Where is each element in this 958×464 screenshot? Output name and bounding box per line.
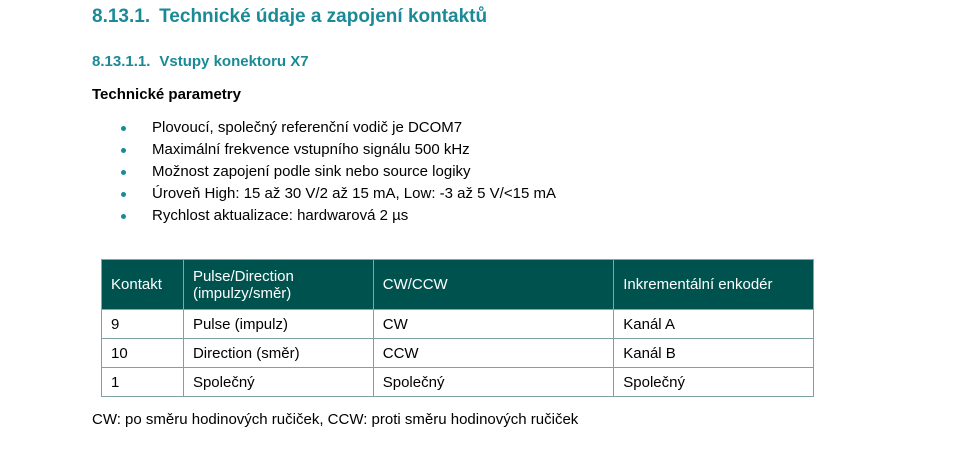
pin-table [101,259,814,397]
cell-pulse-direction: Direction (směr) [183,339,373,368]
cell-contact: 9 [102,310,184,339]
cell-pulse-direction: Společný [183,368,373,397]
table-row [102,339,814,368]
subsection-heading [92,53,309,70]
bullet-icon [121,148,126,153]
section-number: 8.13.1. [92,6,151,27]
cell-encoder: Společný [614,368,814,397]
table-row [102,310,814,339]
table-row [102,368,814,397]
list-item [0,161,556,183]
params-list [0,117,556,227]
header-pulse-direction [183,260,373,310]
list-item [0,205,556,227]
section-title: Technické údaje a zapojení kontaktů [159,6,488,27]
section-heading [92,6,487,28]
bullet-icon [121,214,126,219]
list-item-text: Rychlost aktualizace: hardwarová 2 µs [152,207,409,224]
header-contact: Kontakt [102,260,184,310]
header-encoder: Inkrementální enkodér [614,260,814,310]
list-item [0,139,556,161]
header-pulse-line2: (impulzy/směr) [192,284,292,302]
header-cw-ccw: CW/CCW [373,260,614,310]
cell-encoder: Kanál A [614,310,814,339]
list-item-text: Možnost zapojení podle sink nebo source logiky [152,163,471,180]
bullet-icon [121,126,126,131]
cell-cw-ccw: Společný [373,368,614,397]
list-item [0,183,556,205]
bullet-icon [121,170,126,175]
header-pulse-line1: Pulse/Direction [192,267,294,285]
cell-contact: 1 [102,368,184,397]
footnote: CW: po směru hodinových ručiček, CCW: proti směru hodinových ručiček [92,411,579,428]
cell-contact: 10 [102,339,184,368]
subsection-number: 8.13.1.1. [92,53,151,70]
list-item [0,117,556,139]
bullet-icon [121,192,126,197]
list-item-text: Maximální frekvence vstupního signálu 500 kHz [152,141,470,158]
cell-cw-ccw: CCW [373,339,614,368]
params-heading: Technické parametry [92,86,241,103]
table-header-row [102,260,814,310]
cell-pulse-direction: Pulse (impulz) [183,310,373,339]
cell-cw-ccw: CW [373,310,614,339]
cell-encoder: Kanál B [614,339,814,368]
list-item-text: Úroveň High: 15 až 30 V/2 až 15 mA, Low: -3 až 5 V/<15 mA [152,185,556,202]
list-item-text: Plovoucí, společný referenční vodič je DCOM7 [152,119,463,136]
subsection-title: Vstupy konektoru X7 [159,53,309,70]
